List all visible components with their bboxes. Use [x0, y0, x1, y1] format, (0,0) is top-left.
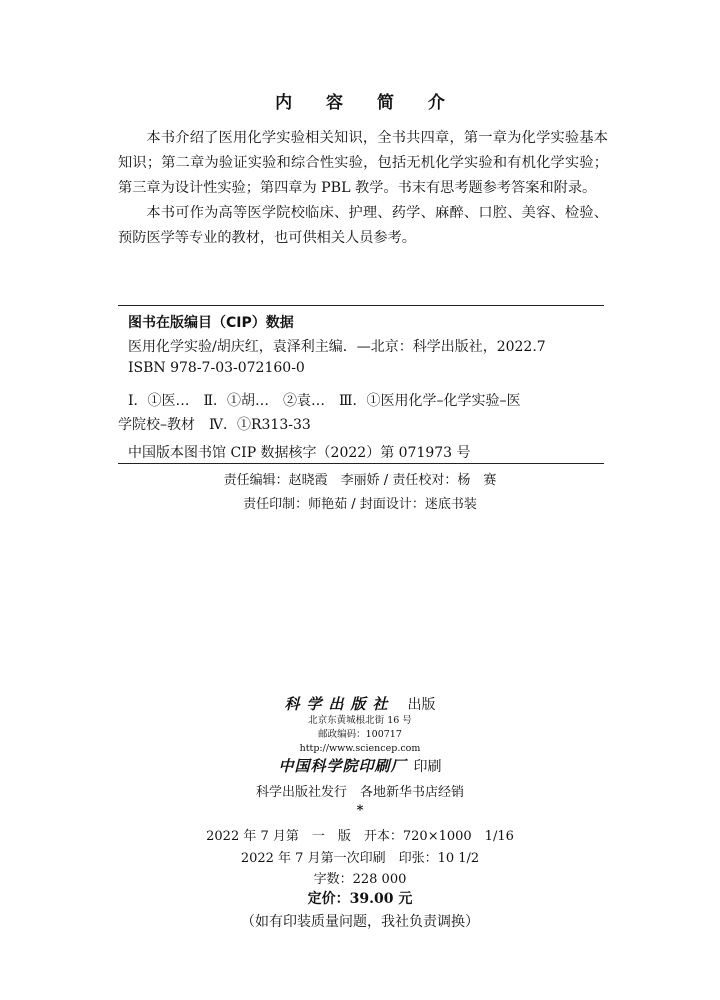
- cip-bibliographic-line: 医用化学实验/胡庆红，袁泽利主编．—北京：科学出版社，2022.7: [128, 339, 546, 355]
- cip-classification-line-1: Ⅰ．①医… Ⅱ．①胡… ②袁… Ⅲ．①医用化学–化学实验–医: [128, 393, 521, 409]
- quality-notice: （如有印装质量问题，我社负责调换）: [241, 914, 479, 930]
- distribution-line: 科学出版社发行 各地新华书店经销: [255, 785, 464, 800]
- cip-bottom-rule: [118, 463, 604, 464]
- intro-paragraph-2: 本书可作为高等医学院校临床、护理、药学、麻醉、口腔、美容、检验、预防医学等专业的教材，也可供相关人员参考。: [118, 205, 608, 246]
- printer-logo: 中国科学院印刷厂: [278, 757, 407, 775]
- word-count-line: 字数：228 000: [313, 872, 407, 887]
- cip-library-number: 中国版本图书馆 CIP 数据核字（2022）第 071973 号: [128, 445, 471, 461]
- page-title: 内 容 简 介: [275, 93, 459, 113]
- intro-section: [118, 126, 608, 251]
- editors-line-2: 责任印制：师艳茹 / 封面设计：迷底书装: [243, 497, 477, 512]
- publisher-line: [0, 693, 720, 714]
- cip-isbn: ISBN 978-7-03-072160-0: [128, 360, 305, 376]
- cip-top-rule: [118, 305, 604, 306]
- publisher-logo: 科学出版社: [284, 695, 395, 713]
- price-line: 定价：39.00 元: [307, 891, 413, 907]
- printing-line: 2022 年 7 月第一次印刷 印张：10 1/2: [240, 851, 480, 866]
- printer-line: [0, 755, 720, 776]
- publisher-address: 北京东黄城根北街 16 号: [308, 715, 412, 726]
- separator-star: *: [356, 803, 364, 818]
- printer-suffix: 印刷: [413, 759, 442, 775]
- edition-line: 2022 年 7 月第 一 版 开本：720×1000 1/16: [206, 829, 514, 844]
- publisher-suffix: 出版: [407, 697, 436, 713]
- intro-paragraph-1: 本书介绍了医用化学实验相关知识，全书共四章，第一章为化学实验基本知识；第二章为验证实验和综合性实验，包括无机化学实验和有机化学实验；第三章为设计性实验；第四章为 PBL 教学。书末有思考题参考答案和附录。: [118, 130, 608, 196]
- publisher-postcode: 邮政编码：100717: [318, 729, 402, 740]
- publisher-website: http://www.sciencep.com: [299, 743, 421, 754]
- cip-classification-line-2: 学院校–教材 Ⅳ．①R313-33: [118, 417, 311, 433]
- cip-heading: 图书在版编目（CIP）数据: [128, 315, 294, 331]
- editors-line-1: 责任编辑：赵晓霞 李丽娇 / 责任校对：杨 赛: [223, 473, 497, 488]
